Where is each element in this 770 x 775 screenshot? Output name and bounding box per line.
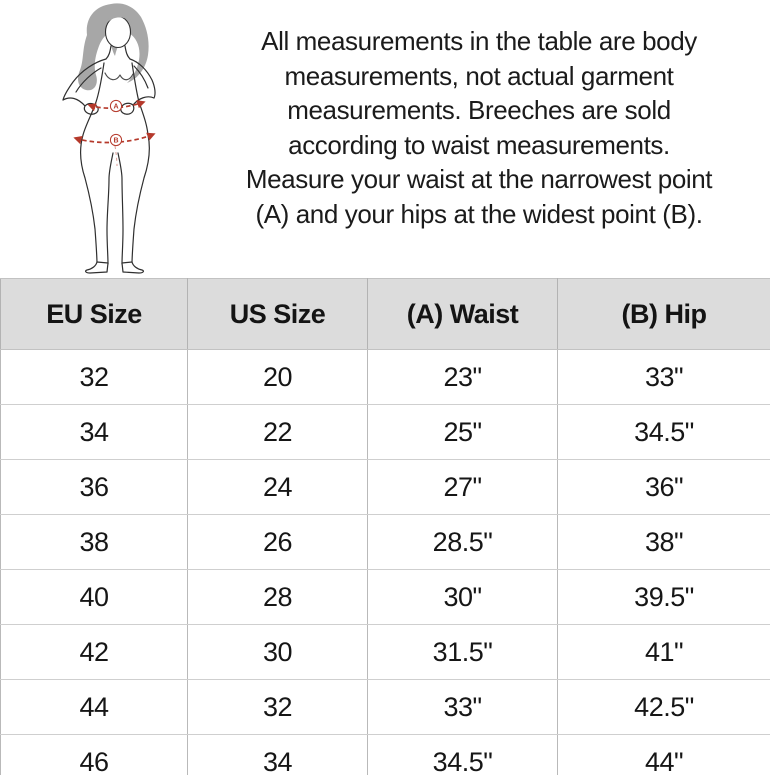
table-cell: 38": [558, 515, 770, 570]
table-cell: 34.5": [558, 405, 770, 460]
table-cell: 33": [558, 350, 770, 405]
table-cell: 26: [188, 515, 368, 570]
table-row: [1, 460, 770, 515]
table-cell: 44: [1, 680, 188, 735]
table-cell: 40: [1, 570, 188, 625]
table-cell: 34.5": [368, 735, 558, 775]
table-cell: 42: [1, 625, 188, 680]
table-cell: 22: [188, 405, 368, 460]
table-cell: 36": [558, 460, 770, 515]
intro-line: measurements, not actual garment: [284, 60, 674, 91]
table-row: [1, 350, 770, 405]
table-cell: 32: [188, 680, 368, 735]
table-cell: 42.5": [558, 680, 770, 735]
table-cell: 44": [558, 735, 770, 775]
intro-line: measurements. Breeches are sold: [287, 95, 671, 125]
table-cell: 34: [188, 735, 368, 775]
body-figure-illustration: [25, 2, 195, 278]
table-cell: 36: [1, 460, 188, 515]
table-cell: 30: [188, 625, 368, 680]
body-outline: [63, 46, 155, 273]
table-cell: 28: [188, 570, 368, 625]
intro-line: All measurements in the table are body: [261, 26, 697, 56]
table-cell: 38: [1, 515, 188, 570]
table-cell: 39.5": [558, 570, 770, 625]
size-chart-table: [0, 278, 770, 775]
table-cell: 30": [368, 570, 558, 625]
intro-section: [0, 0, 770, 278]
table-cell: 33": [368, 680, 558, 735]
table-cell: 20: [188, 350, 368, 405]
crotch-guide-line: [115, 146, 117, 166]
column-header-b-hip: (B) Hip: [558, 279, 770, 350]
table-cell: 32: [1, 350, 188, 405]
column-header-us-size: US Size: [188, 279, 368, 350]
column-header-a-waist: (A) Waist: [368, 279, 558, 350]
table-cell: 46: [1, 735, 188, 775]
intro-line: according to waist measurements.: [288, 129, 670, 160]
header-row: [1, 279, 770, 350]
table-cell: 24: [188, 460, 368, 515]
intro-line: (A) and your hips at the widest point (B).: [255, 198, 703, 229]
table-row: [1, 625, 770, 680]
table-row: [1, 735, 770, 775]
size-table-body: [1, 350, 770, 775]
table-cell: 23": [368, 350, 558, 405]
intro-text: [190, 24, 768, 231]
table-cell: 27": [368, 460, 558, 515]
table-cell: 31.5": [368, 625, 558, 680]
table-row: [1, 680, 770, 735]
table-cell: 41": [558, 625, 770, 680]
table-cell: 25": [368, 405, 558, 460]
table-row: [1, 405, 770, 460]
table-cell: 28.5": [368, 515, 558, 570]
table-row: [1, 515, 770, 570]
face: [106, 17, 131, 48]
size-chart-header: [1, 279, 770, 350]
column-header-eu-size: EU Size: [1, 279, 188, 350]
table-row: [1, 570, 770, 625]
intro-line: Measure your waist at the narrowest point: [245, 164, 713, 194]
waist-label: A: [113, 103, 119, 111]
table-cell: 34: [1, 405, 188, 460]
hip-label: B: [113, 137, 119, 145]
